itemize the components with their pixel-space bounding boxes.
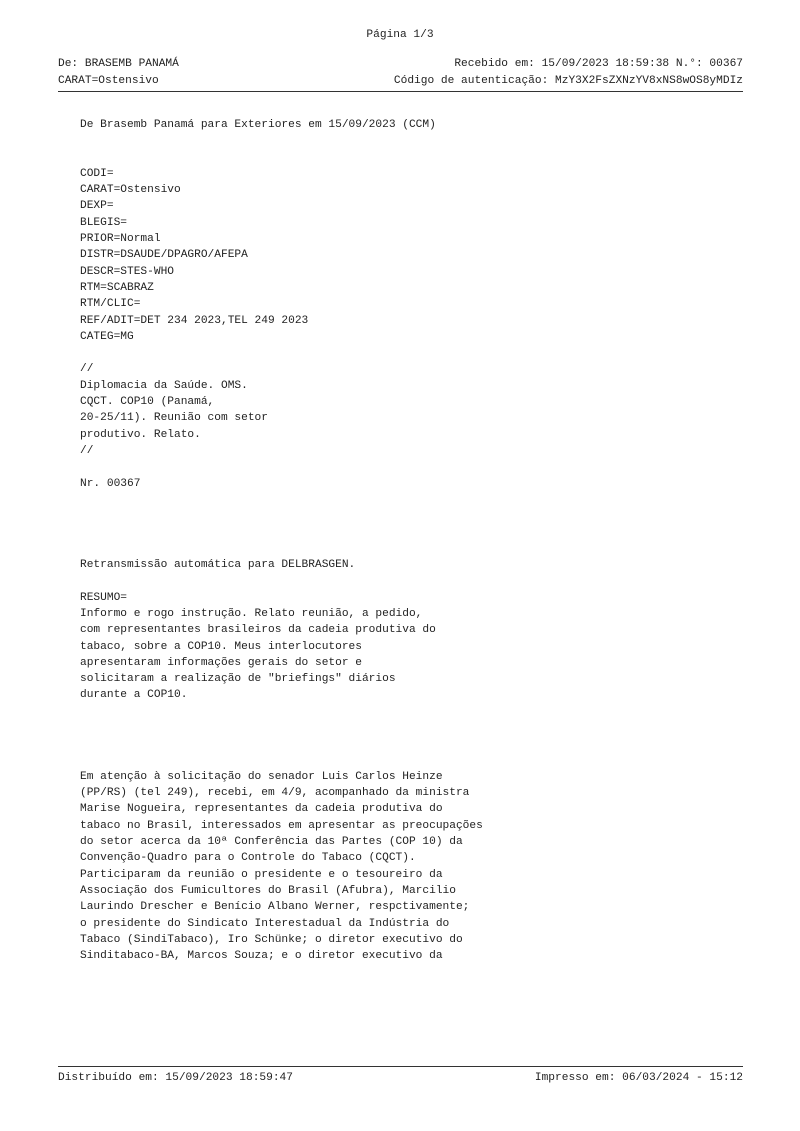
footer-row bbox=[58, 1072, 743, 1088]
paragraph-line: do setor acerca da 10ª Conferência das Partes (COP 10) da bbox=[80, 836, 463, 849]
field-line: REF/ADIT=DET 234 2023,TEL 249 2023 bbox=[80, 314, 309, 327]
paragraph-line: Em atenção à solicitação do senador Luis Carlos Heinze bbox=[80, 770, 443, 783]
paragraph-line: tabaco no Brasil, interessados em apresentar as preocupações bbox=[80, 819, 483, 832]
summary-line: com representantes brasileiros da cadeia produtiva do bbox=[80, 624, 436, 637]
paragraph-line: Marise Nogueira, representantes da cadeia produtiva do bbox=[80, 803, 443, 816]
field-line: DISTR=DSAUDE/DPAGRO/AFEPA bbox=[80, 249, 248, 262]
subject-line: // bbox=[80, 444, 94, 457]
field-line: BLEGIS= bbox=[80, 216, 127, 229]
summary-line: tabaco, sobre a COP10. Meus interlocutores bbox=[80, 640, 362, 653]
subject-line: produtivo. Relato. bbox=[80, 428, 201, 441]
summary-label: RESUMO= bbox=[80, 591, 127, 604]
subject-line: // bbox=[80, 363, 94, 376]
paragraph-line: Participaram da reunião o presidente e o tesoureiro da bbox=[80, 868, 443, 881]
footer-divider bbox=[58, 1066, 743, 1067]
paragraph-line: Convenção-Quadro para o Controle do Tabaco (CQCT). bbox=[80, 852, 416, 865]
header-divider bbox=[58, 91, 743, 92]
summary-line: apresentaram informações gerais do setor e bbox=[80, 656, 362, 669]
field-line: CODI= bbox=[80, 167, 114, 180]
page-number: Página 1/3 bbox=[366, 29, 434, 41]
footer-distributed: Distribuído em: 15/09/2023 18:59:47 bbox=[58, 1072, 293, 1084]
paragraph-line: Associação dos Fumicultores do Brasil (Afubra), Marcilio bbox=[80, 884, 456, 897]
field-line: CARAT=Ostensivo bbox=[80, 184, 181, 197]
summary-line: solicitaram a realização de "briefings" diários bbox=[80, 673, 396, 686]
paragraph-line: Sinditabaco-BA, Marcos Souza; e o diretor executivo da bbox=[80, 950, 443, 963]
paragraph-line: o presidente do Sindicato Interestadual da Indústria do bbox=[80, 917, 450, 930]
field-line: DEXP= bbox=[80, 200, 114, 213]
field-line: DESCR=STES-WHO bbox=[80, 265, 174, 278]
field-line: RTM/CLIC= bbox=[80, 298, 141, 311]
header-row-1 bbox=[58, 58, 743, 74]
summary-text bbox=[80, 606, 680, 704]
field-line: CATEG=MG bbox=[80, 330, 134, 343]
subject-line: CQCT. COP10 (Panamá, bbox=[80, 396, 215, 409]
message-number: Nr. 00367 bbox=[80, 477, 141, 490]
header-row-2 bbox=[58, 75, 743, 91]
message-body bbox=[80, 117, 680, 964]
field-line: PRIOR=Normal bbox=[80, 233, 161, 246]
header-auth-code: Código de autenticação: MzY3X2FsZXNzYV8xNS8wOS8yMDIz bbox=[393, 75, 743, 87]
message-origin: De Brasemb Panamá para Exteriores em 15/09/2023 (CCM) bbox=[80, 119, 436, 131]
paragraph-line: Laurindo Drescher e Benício Albano Werner, respctivamente; bbox=[80, 901, 470, 914]
message-subject bbox=[80, 361, 680, 459]
header-from: De: BRASEMB PANAMÁ bbox=[58, 58, 179, 70]
subject-line: 20-25/11). Reunião com setor bbox=[80, 412, 268, 425]
summary-line: durante a COP10. bbox=[80, 689, 188, 702]
message-fields bbox=[80, 166, 680, 345]
paragraph-line: Tabaco (SindiTabaco), Iro Schünke; o diretor executivo do bbox=[80, 933, 463, 946]
body-paragraph bbox=[80, 769, 680, 965]
header-carat: CARAT=Ostensivo bbox=[58, 75, 159, 87]
paragraph-line: (PP/RS) (tel 249), recebi, em 4/9, acompanhado da ministra bbox=[80, 787, 470, 800]
footer-printed: Impresso em: 06/03/2024 - 15:12 bbox=[534, 1072, 743, 1084]
header-received: Recebido em: 15/09/2023 18:59:38 N.°: 00367 bbox=[454, 58, 743, 70]
retransmission-note: Retransmissão automática para DELBRASGEN. bbox=[80, 559, 356, 572]
subject-line: Diplomacia da Saúde. OMS. bbox=[80, 379, 248, 392]
field-line: RTM=SCABRAZ bbox=[80, 281, 154, 294]
summary-line: Informo e rogo instrução. Relato reunião, a pedido, bbox=[80, 607, 423, 620]
